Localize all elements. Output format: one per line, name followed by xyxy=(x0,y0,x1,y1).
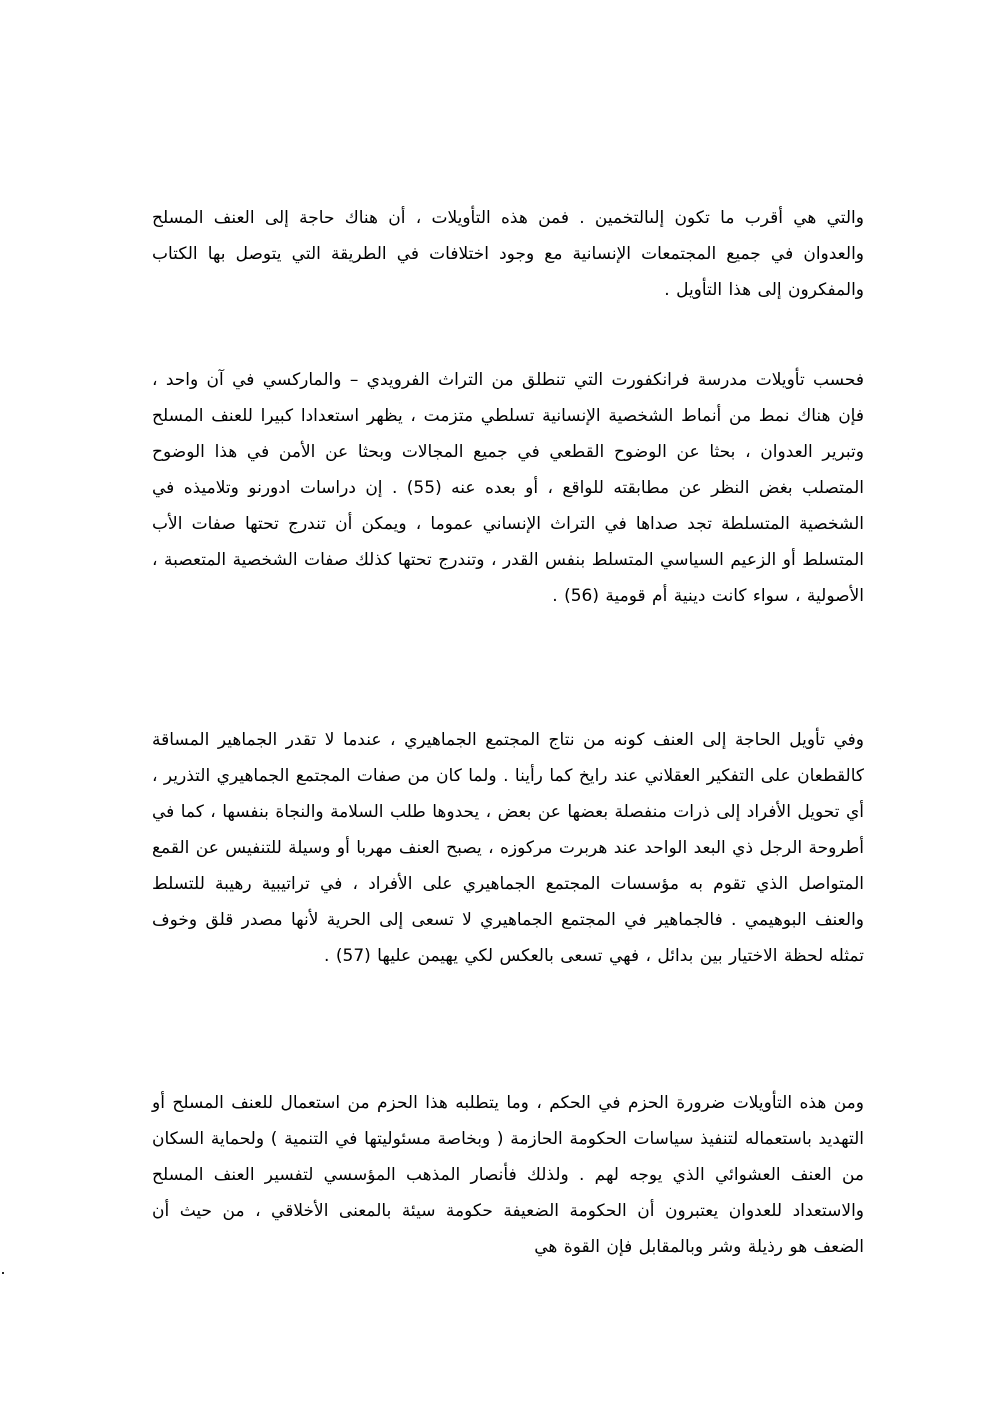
paragraph-1: والتي هي أقرب ما تكون إلىالتخمين . فمن هذه التأويلات ، أن هناك حاجة إلى العنف المسلح والعدوان في جميع المجتمعات الإنسانية مع وجود اختلافات في الطريقة التي يتوصل بها الكتاب والمفكرون إلى هذا التأويل . xyxy=(152,208,864,300)
scan-edge-mark xyxy=(2,1272,4,1274)
paragraph-2: فحسب تأويلات مدرسة فرانكفورت التي تنطلق من التراث الفرويدي – والماركسي في آن واحد ، فإن هناك نمط من أنماط الشخصية الإنسانية تسلطي متزمت ، يظهر استعدادا كبيرا للعنف المسلح وتبرير العدوان ، بحثا عن الوضوح القطعي في جميع المجالات وبحثا عن الأمن في هذا الوضوح المتصلب بغض النظر عن مطابقته للواقع ، أو بعده عنه (55) . إن دراسات ادورنو وتلاميذه في الشخصية المتسلطة تجد صداها في التراث الإنساني عموما ، ويمكن أن تندرج تحتها صفات الأب المتسلط أو الزعيم السياسي المتسلط بنفس القدر ، وتندرج تحتها كذلك صفات الشخصية المتعصبة ، الأصولية ، سواء كانت دينية أم قومية (56) . xyxy=(152,370,864,606)
paragraph-4: ومن هذه التأويلات ضرورة الحزم في الحكم ، وما يتطلبه هذا الحزم من استعمال للعنف المسلح أو التهديد باستعماله لتنفيذ سياسات الحكومة الحازمة ( وبخاصة مسئوليتها في التنمية ) ولحماية السكان من العنف العشوائي الذي يوجه لهم . ولذلك فأنصار المذهب المؤسسي لتفسير العنف المسلح والاستعداد للعدوان يعتبرون أن الحكومة الضعيفة حكومة سيئة بالمعنى الأخلاقي ، من حيث أن الضعف هو رذيلة وشر وبالمقابل فإن القوة هي xyxy=(152,1093,864,1257)
paragraph-3: وفي تأويل الحاجة إلى العنف كونه من نتاج المجتمع الجماهيري ، عندما لا تقدر الجماهير المساقة كالقطعان على التفكير العقلاني عند رايخ كما رأينا . ولما كان من صفات المجتمع الجماهيري التذرير ، أي تحويل الأفراد إلى ذرات منفصلة بعضها عن بعض ، يحدوها طلب السلامة والنجاة بنفسها ، كما في أطروحة الرجل ذي البعد الواحد عند هربرت مركوزه ، يصبح العنف مهربا أو وسيلة للتنفيس عن القمع المتواصل الذي تقوم به مؤسسات المجتمع الجماهيري على الأفراد ، في تراتيبية رهيبة للتسلط والعنف البوهيمي . فالجماهير في المجتمع الجماهيري لا تسعى إلى الحرية لأنها مصدر قلق وخوف تمثله لحظة الاختيار بين بدائل ، فهي تسعى بالعكس لكي يهيمن عليها (57) . xyxy=(152,730,864,966)
